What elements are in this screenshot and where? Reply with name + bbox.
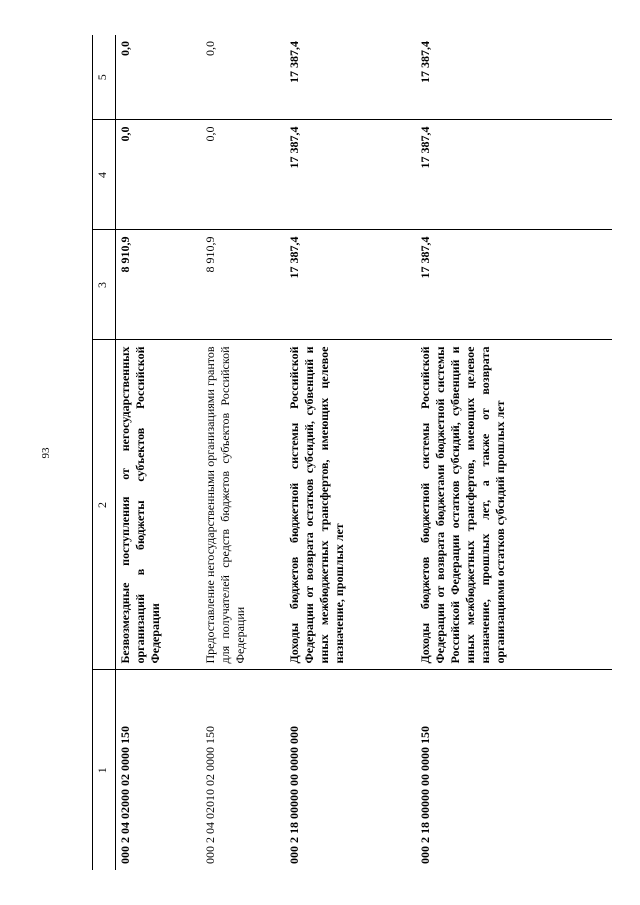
row-description: Предоставление негосударственными организациями грантов для получателей средств бюджетов субъектов Российской Федерации bbox=[201, 340, 286, 670]
row-col5: 17 387,4 bbox=[285, 35, 416, 120]
row-col3: 17 387,4 bbox=[285, 230, 416, 340]
budget-table bbox=[92, 35, 612, 870]
row-col3: 8 910,9 bbox=[116, 230, 201, 340]
row-code: 000 2 18 00000 00 0000 150 bbox=[418, 726, 433, 864]
header-col-5: 5 bbox=[93, 35, 116, 120]
table-header-row bbox=[93, 35, 116, 870]
row-col4: 17 387,4 bbox=[416, 120, 612, 230]
row-col4: 0,0 bbox=[201, 120, 286, 230]
page-number: 93 bbox=[40, 447, 52, 459]
table-row bbox=[416, 35, 612, 870]
row-description: Доходы бюджетов бюджетной системы Российской Федерации от возврата бюджетами бюджетной системы Российской Федерации остатков субсидий, субвенций и иных межбюджетных трансфертов, имеющих целевое назначение, прошлых лет, а также от возврата организациями остатков субсидий прошлых лет bbox=[416, 340, 612, 670]
header-col-1: 1 bbox=[93, 670, 116, 870]
row-code: 000 2 04 02010 02 0000 150 bbox=[202, 726, 217, 864]
table-row bbox=[116, 35, 201, 870]
header-col-4: 4 bbox=[93, 120, 116, 230]
row-col4: 0,0 bbox=[116, 120, 201, 230]
row-code: 000 2 04 02000 02 0000 150 bbox=[118, 726, 132, 864]
header-col-3: 3 bbox=[93, 230, 116, 340]
row-description: Доходы бюджетов бюджетной системы Российской Федерации от возврата остатков субсидий, субвенций и иных межбюджетных трансфертов, имеющих целевое назначение, прошлых лет bbox=[285, 340, 416, 670]
table-row bbox=[285, 35, 416, 870]
table-row bbox=[201, 35, 286, 870]
row-col3: 8 910,9 bbox=[201, 230, 286, 340]
rotated-table-container bbox=[92, 35, 612, 870]
row-col4: 17 387,4 bbox=[285, 120, 416, 230]
header-col-2: 2 bbox=[93, 340, 116, 670]
row-description: Безвозмездные поступления от негосударственных организаций в бюджеты субъектов Российской Федерации bbox=[116, 340, 201, 670]
row-col5: 0,0 bbox=[116, 35, 201, 120]
row-col5: 17 387,4 bbox=[416, 35, 612, 120]
row-col3: 17 387,4 bbox=[416, 230, 612, 340]
row-col5: 0,0 bbox=[201, 35, 286, 120]
row-code: 000 2 18 00000 00 0000 000 bbox=[287, 726, 302, 864]
